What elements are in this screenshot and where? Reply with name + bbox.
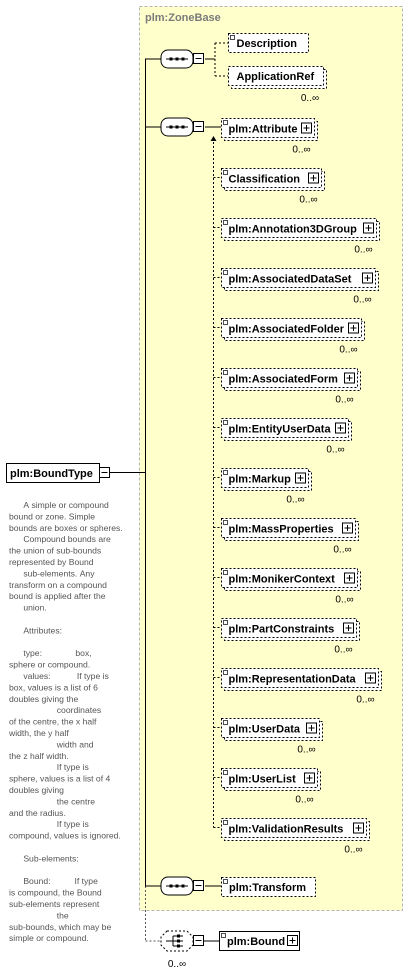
description-line: the z half width. bbox=[9, 750, 69, 761]
element-label: plm:Annotation3DGroup bbox=[228, 223, 357, 236]
description-line: and the radius. bbox=[9, 807, 66, 818]
occurrence-label: 0..∞ bbox=[335, 594, 354, 606]
description-line: sub-elements represent bbox=[9, 899, 100, 909]
expand-icon[interactable] bbox=[309, 173, 319, 183]
element-label: plm:EntityUserData bbox=[228, 423, 331, 436]
description-line: width and bbox=[9, 739, 94, 750]
expand-icon[interactable] bbox=[345, 573, 355, 583]
expand-icon[interactable] bbox=[349, 323, 359, 333]
choice-compositor bbox=[146, 931, 300, 970]
description-line: coordinates bbox=[9, 705, 102, 716]
description-line: If type is bbox=[9, 762, 89, 773]
element-label: plm:MonikerContext bbox=[228, 573, 335, 586]
description-line: compound, values is ignored. bbox=[9, 830, 121, 841]
occurrence-label: 0..∞ bbox=[354, 244, 373, 256]
expand-icon[interactable] bbox=[288, 936, 298, 946]
expand-icon[interactable] bbox=[344, 623, 354, 633]
description-line: bound is applied after the bbox=[9, 591, 106, 602]
occurrence-label: 0..∞ bbox=[333, 544, 352, 556]
element-label: plm:MassProperties bbox=[228, 523, 334, 536]
description-line: the bbox=[9, 910, 69, 921]
description-line: doubles giving the bbox=[9, 693, 79, 704]
description-line: the union of sub-bounds bbox=[9, 545, 102, 556]
occurrence-label: 0..∞ bbox=[339, 344, 358, 356]
choice-occurrence: 0..∞ bbox=[167, 959, 187, 970]
element-label: plm:AssociatedDataSet bbox=[228, 273, 352, 286]
description-line: doubles giving bbox=[9, 785, 64, 795]
element-label: plm:ValidationResults bbox=[228, 823, 344, 836]
element-label: plm:PartConstraints bbox=[228, 623, 335, 636]
expand-icon[interactable] bbox=[354, 823, 364, 833]
description-line: Compound bounds are bbox=[9, 534, 111, 545]
description-line: bound or zone. Simple bbox=[9, 511, 95, 522]
description-line: sub-bounds, which may be bbox=[9, 921, 112, 932]
root-element-label: plm:BoundType bbox=[10, 468, 93, 480]
element-label: plm:UserData bbox=[228, 723, 301, 736]
occurrence-label: 0..∞ bbox=[335, 394, 354, 406]
occurrence-label: 0..∞ bbox=[300, 93, 320, 104]
element-bound[interactable] bbox=[220, 932, 300, 951]
expand-icon[interactable] bbox=[345, 373, 355, 383]
description-line: type: box, bbox=[9, 648, 92, 659]
description-line: bounds are boxes or spheres. bbox=[9, 522, 123, 533]
description-line: box, values is a list of 6 bbox=[9, 682, 98, 693]
root-element[interactable] bbox=[7, 464, 110, 483]
expand-icon[interactable] bbox=[307, 723, 317, 733]
occurrence-label: 0..∞ bbox=[295, 794, 314, 806]
occurrence-label: 0..∞ bbox=[297, 744, 316, 756]
expand-icon[interactable] bbox=[364, 223, 374, 233]
element-label: plm:UserList bbox=[228, 773, 296, 786]
occurrence-label: 0..∞ bbox=[299, 194, 318, 206]
occurrence-label: 0..∞ bbox=[356, 694, 375, 706]
expand-icon[interactable] bbox=[336, 423, 346, 433]
element-label: Classification bbox=[228, 173, 301, 186]
description-line: sphere or compound. bbox=[9, 659, 91, 670]
description-line: Bound: If type bbox=[9, 876, 98, 887]
description-line: sub-elements. Any bbox=[9, 568, 95, 579]
description-line: If type is bbox=[9, 819, 89, 830]
occurrence-label: 0..∞ bbox=[286, 494, 305, 506]
description-line: sphere, values is a list of 4 bbox=[9, 773, 111, 784]
element-label: plm:AssociatedForm bbox=[228, 373, 338, 386]
element-transform[interactable] bbox=[222, 878, 316, 897]
description-line: Sub-elements: bbox=[9, 853, 79, 864]
description-line: the centre bbox=[9, 796, 95, 807]
description-line: A simple or compound bbox=[9, 500, 109, 510]
occurrence-label: 0..∞ bbox=[334, 644, 353, 656]
element-label: plm:RepresentationData bbox=[228, 673, 356, 686]
element-label: plm:AssociatedFolder bbox=[228, 323, 345, 336]
element-label: ApplicationRef bbox=[236, 71, 315, 83]
element-description[interactable] bbox=[229, 34, 309, 53]
description-line: of the centre, the x half bbox=[9, 716, 97, 727]
element-label: plm:Transform bbox=[229, 882, 307, 894]
description-line: values: If type is bbox=[9, 671, 109, 681]
occurrence-label: 0..∞ bbox=[344, 844, 363, 856]
element-label: Description bbox=[236, 38, 298, 50]
expand-icon[interactable] bbox=[302, 123, 312, 133]
expand-icon[interactable] bbox=[343, 523, 353, 533]
element-label: plm:Bound bbox=[227, 936, 286, 948]
expand-icon[interactable] bbox=[366, 673, 376, 683]
occurrence-label: 0..∞ bbox=[326, 444, 345, 456]
element-label: plm:Attribute bbox=[228, 123, 298, 136]
description-line: width, the y half bbox=[9, 728, 69, 738]
expand-icon[interactable] bbox=[363, 273, 373, 283]
occurrence-label: 0..∞ bbox=[292, 144, 311, 156]
zonebase-title: plm:ZoneBase bbox=[145, 12, 221, 24]
description-line: simple or compound. bbox=[9, 933, 89, 944]
root-collapse-icon[interactable] bbox=[100, 468, 110, 478]
root-description bbox=[8, 500, 123, 943]
description-line: is compound, the Bound bbox=[9, 887, 102, 898]
description-line: transform on a compound bbox=[9, 579, 107, 590]
description-line: represented by Bound bbox=[9, 557, 94, 567]
description-line: union. bbox=[9, 602, 47, 613]
expand-icon[interactable] bbox=[296, 473, 306, 483]
occurrence-label: 0..∞ bbox=[353, 294, 372, 306]
element-label: plm:Markup bbox=[228, 473, 291, 486]
expand-icon[interactable] bbox=[305, 773, 315, 783]
description-line: Attributes: bbox=[9, 625, 63, 636]
